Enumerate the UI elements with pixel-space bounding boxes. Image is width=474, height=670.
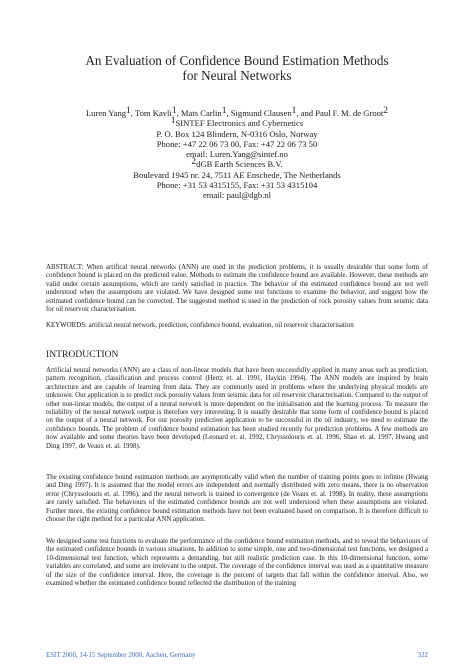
author-affiliation-mark: 1 (221, 106, 227, 116)
title-line-1: An Evaluation of Confidence Bound Estimation Methods (85, 53, 389, 68)
author-affiliation-mark: 1 (171, 106, 177, 116)
body-paragraph: Artificial neural networks (ANN) are a class of non-linear models that have been successfully applied in many areas such as prediction, pattern recognition, classification and process control (Hertz et. al. 1991, Haykin 1994). The ANN models are inspired by brain architecture and are capable of learning from data. They are commonly used in problems where the underlying physical models are unknown. Our application is to predict rock porosity values from seismic data for oil reservoir characterisation. Compared to the output of other non-linear models, the output of a neural network is more dependent on the initialisation and the learning process. To measure the reliability of the neural network output is therefore very interesting. It is usually desirable that some form of confidence bound is placed on the output of a neural network. For our porosity prediction application to be successful in the oil industry, we need to estimate the confidence bounds. The problem of confidence bound estimation has been studied recently for prediction problems. A few methods are now available and some theories have been developed (Leonard et. al. 1992, Chryssolouris et. al. 1996, Shao et. al. 1997, Hwang and Ding 1997, de Veaux et. al. 1998). (46, 367, 428, 450)
body-paragraph: We designed some test functions to evaluate the performance of the confidence bound estimation methods, and to reveal the behaviours of the estimated confidence bounds in various situations. In addition to some simple, one and two-dimensional test functions, we designed a 10-dimensional test function, which represents a demanding, but still realistic prediction case. In this 10-dimensional function, some variables are correlated, and some are irrelevant to the output. The coverage of the confidence interval was used as a quantitative measure of the size of the confidence interval. Here, the coverage is the percent of targets that fall within the confidence interval. Also, we examined whether the estimated confidence bound reflected the distribution of the training (46, 538, 428, 588)
affiliation-2-email: email: paul@dgb.nl (202, 190, 272, 201)
author-affiliation-mark: 1 (126, 106, 131, 116)
affiliation-2-address: Boulevard 1945 nr. 24, 7511 AE Enschede, The Netherlands (133, 169, 341, 180)
affiliation-1-address: P. O. Box 124 Blindern, N-0316 Oslo, Norway (156, 128, 318, 139)
keywords: KEYWORDS: artificial neural network, prediction, confidence bound, evaluation, oil reservoir characterisation (46, 322, 354, 329)
affiliation-1-email: email: Luren.Yang@sintef.no (186, 149, 288, 160)
abstract: ABSTRACT: When artifical neural networks (ANN) are used in the prediction problems, it is usually desirable that some form of confidence bound is placed on the predicted value. Methods to estimate the confidence bound are available. However, these methods are valid under certain assumptions, which are rarely satisfied in practice. The behavior of the estimated confidence bound are not well understood when the assumptions are violated. We have designed some test functions to examine the behavior, and suggest how the estimated confidence bound can be corrected. The suggested method is used in the prediction of rock porosity values from seismic data for oil reservoir characterisation. (46, 264, 428, 314)
affiliation-1-org: 1SINTEF Electronics and Cybernetics (170, 116, 304, 129)
author-affiliation-mark: 1 (291, 106, 297, 116)
author-name: Tom Kavli (134, 108, 172, 118)
author-affiliation-mark: 2 (383, 106, 389, 116)
affiliation-number: 2 (191, 157, 197, 168)
affiliation-number: 1 (170, 116, 176, 127)
affiliation-1-phone: Phone: +47 22 06 73 00, Fax: +47 22 06 73 50 (156, 138, 318, 149)
page-number: 322 (417, 652, 428, 659)
body-paragraph: The existing confidence bound estimation methods are asymptotically valid when the number of training points goes to infinite (Hwang and Ding 1997). It is assumed that the model errors are independent and normally distributed with zero means, there is no observation error (Chryssolouris et. al. 1996), and the neural network is trained to convergence (de Veaux et. al. 1998). In reality, these assumptions are rarely satisfied. The behaviours of the estimated confidence bounds are not well understood when these assumptions are violated. Further more, the existing confidence bound estimation methods have not been evaluated based on comparison. It is therefore difficult to choose the right method for a particular ANN application. (46, 474, 428, 524)
author-block (0, 108, 474, 201)
title-line-2: for Neural Networks (182, 67, 292, 83)
author-name: Mats Carlin (180, 108, 222, 118)
section-heading-introduction: INTRODUCTION (46, 349, 119, 360)
author-name: Luren Yang (85, 108, 127, 118)
author-name: Paul F. M. de Groot (315, 108, 384, 118)
affiliation-2-org: 2dGB Earth Sciences B.V. (191, 157, 283, 170)
paper-title (0, 54, 474, 83)
author-list: Luren Yang$^1$, Tom Kavli$^1$, Mats Carlin$^1$, Sigmund Clausen$^1$, and Paul F. M. de Groot$^2$ (85, 106, 389, 118)
affiliation-2-phone: Phone: +31 53 4315155, Fax: +31 53 4315104 (156, 180, 318, 191)
author-name: Sigmund Clausen (230, 108, 292, 118)
footer-conference: ESIT 2000, 14-15 September 2000, Aachen, Germany (46, 652, 196, 659)
